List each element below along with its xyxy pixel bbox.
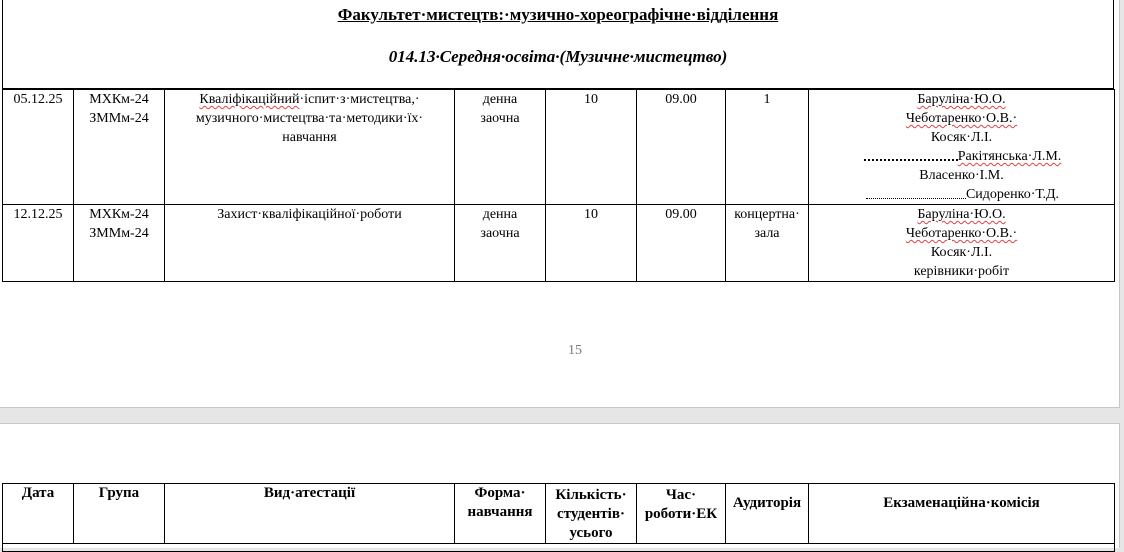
attestation-cell: Захист·кваліфікаційної·роботи — [165, 205, 455, 282]
exam-schedule-header-table — [2, 483, 1115, 552]
room-cell: 1 — [726, 90, 809, 205]
time-cell: 09.00 — [637, 205, 726, 282]
commission-member: Ракітянська·Л.М. — [809, 147, 1114, 166]
commission-member: Косяк·Л.І. — [930, 245, 993, 260]
group-cell: МХКм-24 ЗММм-24 — [74, 90, 165, 205]
commission-member: Власенко·І.М. — [919, 168, 1004, 183]
spellcheck-word: Кваліфікаційний — [199, 92, 300, 107]
study-form-cell: денна заочна — [455, 205, 546, 282]
time-cell: 09.00 — [637, 90, 726, 205]
column-header-room: Аудиторія — [726, 484, 809, 544]
commission-member: Чеботаренко·О.В.· — [905, 111, 1018, 126]
faculty-title: Факультет·мистецтв:·музично-хореографічне·відділення — [337, 5, 779, 24]
commission-member: Косяк·Л.І. — [930, 130, 993, 145]
students-count-cell: 10 — [546, 205, 637, 282]
table-header-row — [3, 484, 1115, 544]
date-cell: 05.12.25 — [3, 90, 74, 205]
column-header-date: Дата — [3, 484, 74, 544]
page-number: 15 — [568, 343, 582, 358]
column-header-group: Група — [74, 484, 165, 544]
table-row — [3, 544, 1115, 552]
commission-cell — [809, 90, 1115, 205]
scrollbar-track[interactable] — [1120, 0, 1124, 547]
room-cell: концертна· зала — [726, 205, 809, 282]
commission-member: Сидоренко·Т.Д. — [809, 185, 1114, 204]
table-row — [3, 90, 1115, 205]
column-header-attestation: Вид·атестації — [165, 484, 455, 544]
study-form-cell: денна заочна — [455, 90, 546, 205]
table-row — [3, 205, 1115, 282]
exam-schedule-table — [2, 89, 1115, 282]
commission-member: Чеботаренко·О.В.· — [905, 226, 1018, 241]
group-cell: МХКм-24 ЗММм-24 — [74, 205, 165, 282]
tab-leader-dots — [864, 159, 958, 161]
commission-member: Барулiна·Ю.О. — [917, 92, 1006, 107]
students-count-cell: 10 — [546, 90, 637, 205]
empty-row — [3, 544, 1115, 552]
commission-member: Барулiна·Ю.О. — [917, 207, 1006, 222]
document-page-16 — [0, 423, 1120, 548]
column-header-commission: Екзаменаційна·комісія — [809, 484, 1115, 544]
column-header-time: Час· роботи·ЕК — [637, 484, 726, 544]
date-cell: 12.12.25 — [3, 205, 74, 282]
tab-leader-dots — [866, 198, 966, 199]
specialty-title: 014.13·Середня·освіта·(Музичне·мистецтво) — [388, 47, 728, 66]
attestation-cell: Кваліфікаційний·іспит·з·мистецтва,· музичного·мистецтва·та·методики·їх· навчання — [165, 90, 455, 205]
commission-member: керівники·робіт — [913, 264, 1010, 279]
column-header-students: Кількість· студентів· усього — [546, 484, 637, 544]
faculty-heading-box — [2, 0, 1114, 89]
column-header-study-form: Форма· навчання — [455, 484, 546, 544]
commission-cell — [809, 205, 1115, 282]
